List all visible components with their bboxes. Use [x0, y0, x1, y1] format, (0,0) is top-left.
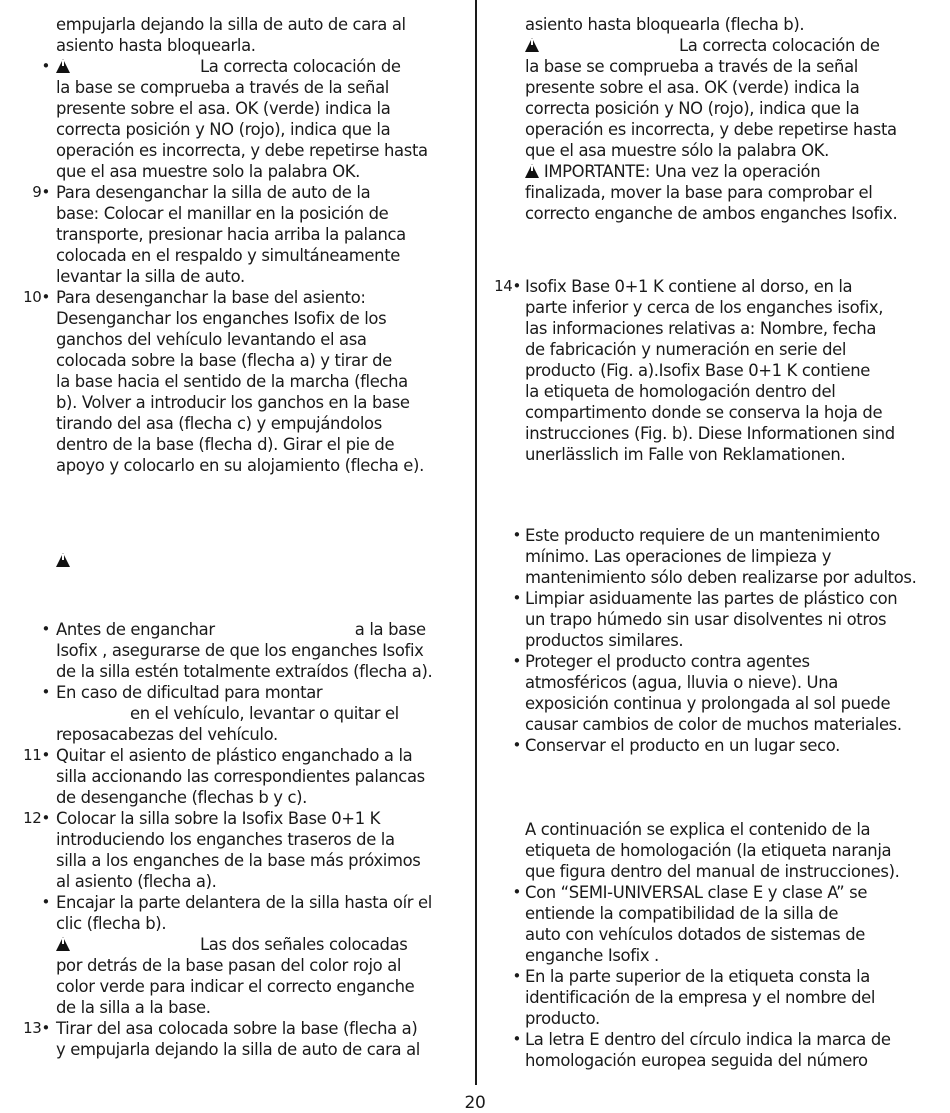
text-line: [56, 550, 470, 571]
text-line: correcto enganche de ambos enganches Isofix.: [525, 204, 898, 223]
text-line: enganche Isofix .: [525, 946, 659, 965]
paragraph-continuation: [484, 14, 944, 224]
text-line: Para desenganchar la silla de auto de la: [56, 183, 371, 202]
item-number: 13•: [23, 1019, 50, 1037]
text-line: homologación europea seguida del número: [525, 1051, 868, 1070]
text-line: colocada sobre la base (flecha a) y tirar de: [56, 351, 392, 370]
bullet: •: [41, 620, 50, 638]
text-line: presente sobre el asa. OK (verde) indica la: [56, 99, 391, 118]
bullet: •: [512, 652, 521, 670]
text-line: la base se comprueba a través de la señal: [525, 57, 858, 76]
text-line: colocada en el respaldo y simultáneamente: [56, 246, 401, 265]
text-line: de la silla estén totalmente extraídos (flecha a).: [56, 662, 433, 681]
text-line: Desenganchar los enganches Isofix de los: [56, 309, 387, 328]
text-line: asiento hasta bloquearla (flecha b).: [525, 15, 805, 34]
paragraph-homologation-intro: [484, 819, 944, 882]
bullet: •: [512, 967, 521, 985]
page-number: 20: [464, 1093, 486, 1113]
text-line: de fabricación y numeración en serie del: [525, 340, 847, 359]
item-number: 12•: [23, 809, 50, 827]
text-line: entiende la compatibilidad de la silla de: [525, 904, 839, 923]
item-number: 10•: [23, 288, 50, 306]
text-line: parte inferior y cerca de los enganches isofix,: [525, 298, 884, 317]
text-line: y empujarla dejando la silla de auto de cara al: [56, 1040, 420, 1059]
left-column: [0, 14, 470, 1060]
text-line: Con “SEMI-UNIVERSAL clase E y clase A” se: [525, 883, 868, 902]
text-line: exposición continua y prolongada al sol puede: [525, 694, 891, 713]
warning-icon: [56, 56, 70, 77]
bullet: •: [41, 683, 50, 701]
list-item-letter-e: [484, 1029, 944, 1071]
text-line: Quitar el asiento de plástico enganchado a la: [56, 746, 413, 765]
item-number: 9•: [32, 183, 50, 201]
list-item-fit-front: [0, 892, 470, 1018]
list-item-warning-check: [0, 56, 470, 182]
text-line: por detrás de la base pasan del color rojo al: [56, 956, 402, 975]
text-line: silla accionando las correspondientes palancas: [56, 767, 425, 786]
text-line: tirando del asa (flecha c) y empujándolos: [56, 414, 382, 433]
list-item-13: [0, 1018, 470, 1060]
warning-icon: [56, 550, 70, 571]
text-line: levantar la silla de auto.: [56, 267, 245, 286]
text-line: mínimo. Las operaciones de limpieza y: [525, 547, 832, 566]
list-item-9: [0, 182, 470, 287]
text-line: que figura dentro del manual de instrucciones).: [525, 862, 900, 881]
text-line: La letra E dentro del círculo indica la marca de: [525, 1030, 891, 1049]
bullet: •: [512, 589, 521, 607]
text-line: color verde para indicar el correcto enganche: [56, 977, 415, 996]
text-line: Antes de enganchar a la base: [56, 620, 426, 639]
text-line: En caso de dificultad para montar: [56, 683, 323, 702]
text-line: Isofix Base 0+1 K contiene al dorso, en la: [525, 277, 853, 296]
bullet: •: [512, 1030, 521, 1048]
text-line: causar cambios de color de muchos materiales.: [525, 715, 902, 734]
text-line: compartimento donde se conserva la hoja de: [525, 403, 883, 422]
bullet: •: [512, 736, 521, 754]
text-line: transporte, presionar hacia arriba la palanca: [56, 225, 406, 244]
text-line: base: Colocar el manillar en la posición de: [56, 204, 389, 223]
list-item-difficulty: [0, 682, 470, 745]
text-line: las informaciones relativas a: Nombre, fecha: [525, 319, 877, 338]
right-column: [484, 14, 944, 1071]
text-line: asiento hasta bloquearla.: [56, 36, 256, 55]
text-line: IMPORTANTE: Una vez la operación: [525, 161, 944, 182]
text-line: un trapo húmedo sin usar disolventes ni otros: [525, 610, 887, 629]
warning-icon: [525, 161, 539, 182]
text-line: silla a los enganches de la base más próximos: [56, 851, 421, 870]
text-line: La correcta colocación de: [525, 35, 944, 56]
text-line: reposacabezas del vehículo.: [56, 725, 278, 744]
text-line: operación es incorrecta, y debe repetirse hasta: [525, 120, 897, 139]
text-line: Encajar la parte delantera de la silla hasta oír el: [56, 893, 432, 912]
list-item-maintenance: [484, 525, 944, 588]
text-line: En la parte superior de la etiqueta consta la: [525, 967, 870, 986]
text-line: ganchos del vehículo levantando el asa: [56, 330, 367, 349]
bullet: •: [41, 893, 50, 911]
text-line: producto.: [525, 1009, 600, 1028]
text-line: que el asa muestre sólo la palabra OK.: [525, 141, 830, 160]
text-line: en el vehículo, levantar o quitar el: [130, 704, 399, 723]
text-line: etiqueta de homologación (la etiqueta naranja: [525, 841, 892, 860]
text-line: la etiqueta de homologación dentro del: [525, 382, 836, 401]
text-line: Isofix , asegurarse de que los enganches Isofix: [56, 641, 424, 660]
bullet: •: [512, 883, 521, 901]
text-line: que el asa muestre solo la palabra OK.: [56, 162, 361, 181]
text-line: unerlässlich im Falle von Reklamationen.: [525, 445, 846, 464]
bullet: •: [512, 526, 521, 544]
text-line: Colocar la silla sobre la Isofix Base 0+1 K: [56, 809, 381, 828]
paragraph-continuation: [0, 14, 470, 56]
text-line: la base hacia el sentido de la marcha (flecha: [56, 372, 408, 391]
list-item-label-top: [484, 966, 944, 1029]
text-line: atmosféricos (agua, lluvia o nieve). Una: [525, 673, 838, 692]
text-line: mantenimiento sólo deben realizarse por adultos.: [525, 568, 917, 587]
list-item-protection: [484, 651, 944, 735]
text-line: A continuación se explica el contenido de la: [525, 820, 871, 839]
bullet: •: [41, 57, 50, 75]
text-line: empujarla dejando la silla de auto de cara al: [56, 15, 406, 34]
list-item-14: [484, 276, 944, 465]
text-line: operación es incorrecta, y debe repetirse hasta: [56, 141, 428, 160]
text-line: b). Volver a introducir los ganchos en la base: [56, 393, 410, 412]
text-line: introduciendo los enganches traseros de la: [56, 830, 395, 849]
warning-heading: [0, 550, 470, 571]
text-line: clic (flecha b).: [56, 914, 167, 933]
text-line: correcta posición y NO (rojo), indica que la: [56, 120, 391, 139]
text-line: instrucciones (Fig. b). Diese Informationen sind: [525, 424, 895, 443]
list-item-cleaning: [484, 588, 944, 651]
text-line: presente sobre el asa. OK (verde) indica la: [525, 78, 860, 97]
text-line: Para desenganchar la base del asiento:: [56, 288, 366, 307]
text-line: finalizada, mover la base para comprobar el: [525, 183, 873, 202]
text-line: de desenganche (flechas b y c).: [56, 788, 308, 807]
list-item-semi-universal: [484, 882, 944, 966]
text-line: al asiento (flecha a).: [56, 872, 217, 891]
list-item-12: [0, 808, 470, 892]
text-line: auto con vehículos dotados de sistemas de: [525, 925, 866, 944]
text-line: de la silla a la base.: [56, 998, 211, 1017]
text-line: Conservar el producto en un lugar seco.: [525, 736, 840, 755]
text-line: La correcta colocación de: [56, 56, 470, 77]
text-line: Tirar del asa colocada sobre la base (flecha a): [56, 1019, 418, 1038]
list-item-10: [0, 287, 470, 476]
text-line: correcta posición y NO (rojo), indica que la: [525, 99, 860, 118]
list-item-before-attaching: [0, 619, 470, 682]
warning-icon: [525, 35, 539, 56]
item-number: 14•: [494, 277, 521, 295]
text-line: dentro de la base (flecha d). Girar el pie de: [56, 435, 395, 454]
text-line: Este producto requiere de un mantenimiento: [525, 526, 880, 545]
text-line: Las dos señales colocadas: [56, 934, 470, 955]
text-line: Proteger el producto contra agentes: [525, 652, 810, 671]
text-line: la base se comprueba a través de la señal: [56, 78, 389, 97]
text-line: apoyo y colocarlo en su alojamiento (flecha e).: [56, 456, 424, 475]
warning-icon: [56, 934, 70, 955]
text-line: producto (Fig. a).Isofix Base 0+1 K contiene: [525, 361, 871, 380]
list-item-11: [0, 745, 470, 808]
text-line: identificación de la empresa y el nombre del: [525, 988, 876, 1007]
item-number: 11•: [23, 746, 50, 764]
list-item-storage: [484, 735, 944, 756]
text-line: productos similares.: [525, 631, 684, 650]
text-line: Limpiar asiduamente las partes de plástico con: [525, 589, 898, 608]
